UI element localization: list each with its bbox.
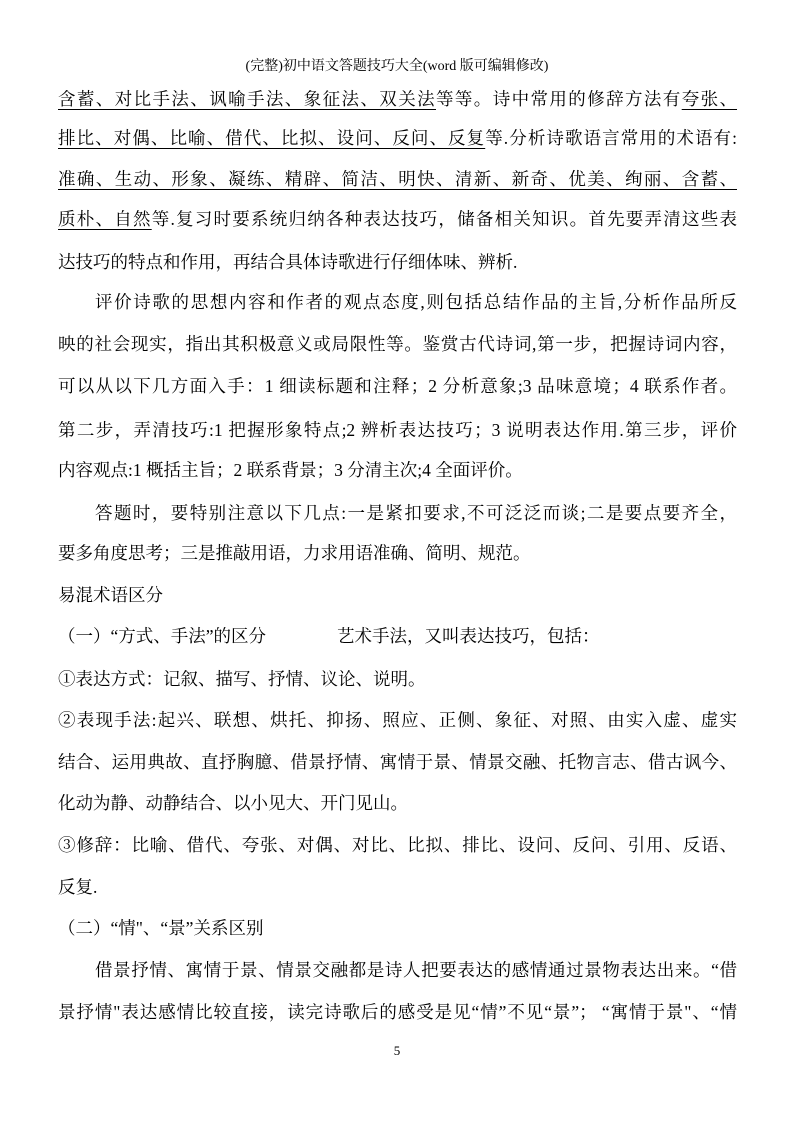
- paragraph-2-line-5: 内容观点:1 概括主旨；2 联系背景；3 分清主次;4 全面评价。: [58, 460, 523, 480]
- paragraph-1-line-5: [58, 247, 737, 277]
- section-heading: 易混术语区分: [58, 585, 163, 605]
- paragraph-1-line-3: [58, 164, 737, 194]
- list-item-line: 结合、运用典故、直抒胸臆、借景抒情、寓情于景、情景交融、托物言志、借古讽今、: [58, 752, 737, 772]
- subsection-1-intro: 艺术手法，又叫表达技巧，包括：: [337, 626, 600, 646]
- list-item-line: 反复.: [58, 877, 98, 897]
- subsection-2-line-2: 景抒情"表达感情比较直接，读完诗歌后的感受是见“情”不见“景”； “寓情于景"、“情: [58, 1002, 737, 1022]
- subsection-1-title: （一）“方式、手法”的区分: [58, 626, 267, 646]
- paragraph-2-line-4: 第二步，弄清技巧:1 把握形象特点;2 辨析表达技巧；3 说明表达作用.第三步，评价: [58, 420, 737, 440]
- underlined-term-list: 夸张、: [681, 89, 738, 109]
- paragraph-2-line-1: 评价诗歌的思想内容和作者的观点态度,则包括总结作品的主旨,分析作品所反: [95, 292, 737, 312]
- underlined-term-list: 准确、生动、形象、凝练、精辟、简洁、明快、清新、新奇、优美、绚丽、含蓄、: [58, 169, 737, 189]
- subsection-2-title: （二）“情"、“景”关系区别: [58, 918, 264, 938]
- page-header-title: (完整)初中语文答题技巧大全(word 版可编辑修改): [245, 59, 549, 74]
- paragraph-2-line-2: 映的社会现实，指出其积极意义或局限性等。鉴赏古代诗词,第一步，把握诗词内容，: [58, 334, 737, 354]
- list-item-line: ②表现手法:起兴、联想、烘托、抑扬、照应、正侧、象征、对照、由实入虚、虚实: [58, 710, 737, 730]
- page-number: 5: [393, 1043, 401, 1058]
- paragraph-1-line-1: [58, 84, 737, 114]
- list-item-line: 化动为静、动静结合、以小见大、开门见山。: [58, 793, 408, 813]
- subsection-1-heading-line: [58, 621, 737, 651]
- line-text: 等等。诗中常用的修辞方法有: [436, 89, 682, 109]
- line-text: 等.复习时要系统归纳各种表达技巧，储备相关知识。首先要弄清这些表: [151, 209, 738, 229]
- line-text: 达技巧的特点和作用，再结合具体诗歌进行仔细体味、辨析.: [58, 252, 518, 272]
- line-text: 等.分析诗歌语言常用的术语有:: [485, 128, 737, 148]
- list-item-expression-modes: ①表达方式：记叙、描写、抒情、议论、说明。: [58, 669, 426, 689]
- underlined-term-list: 排比、对偶、比喻、借代、比拟、设问、反问、反复: [58, 128, 486, 148]
- underlined-term-list: 含蓄、对比手法、讽喻手法、象征法、双关法: [58, 89, 436, 109]
- paragraph-3-line-1: 答题时，要特别注意以下几点:一是紧扣要求,不可泛泛而谈;二是要点要齐全，: [95, 503, 737, 523]
- paragraph-2-line-3: 可以从以下几方面入手：1 细读标题和注释；2 分析意象;3 品味意境；4 联系作者。: [58, 376, 737, 396]
- paragraph-1-line-2: [58, 123, 737, 153]
- underlined-term-list: 质朴、自然: [58, 209, 152, 229]
- paragraph-1-line-4: [58, 204, 737, 234]
- paragraph-3-line-2: 要多角度思考；三是推敲用语，力求用语准确、简明、规范。: [58, 543, 531, 563]
- list-item-line: ③修辞：比喻、借代、夸张、对偶、对比、比拟、排比、设问、反问、引用、反语、: [58, 835, 737, 855]
- subsection-2-line-1: 借景抒情、寓情于景、情景交融都是诗人把要表达的感情通过景物表达出来。“借: [95, 960, 737, 980]
